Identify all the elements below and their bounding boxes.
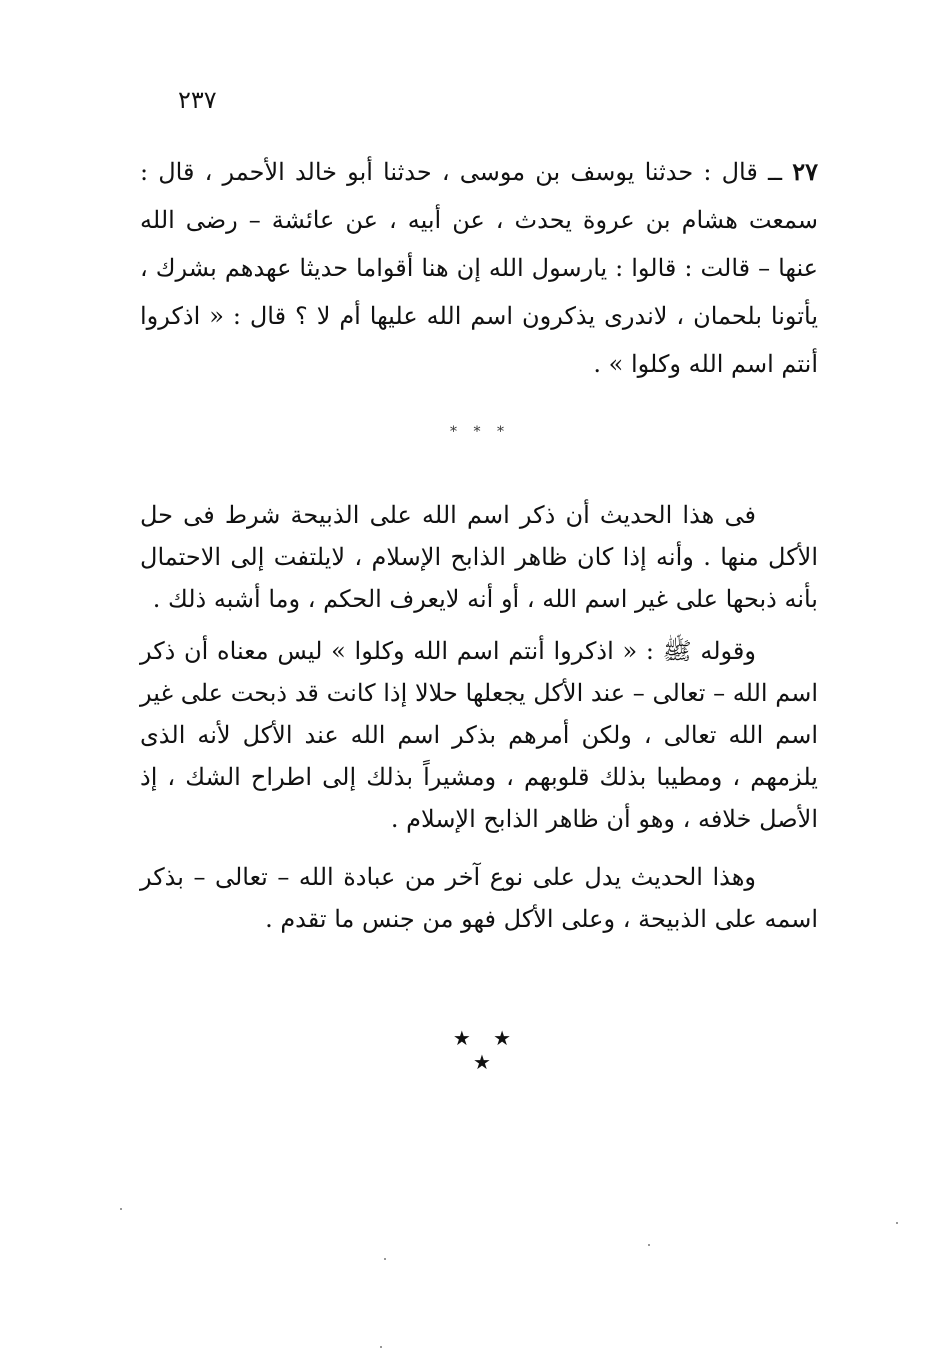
scan-speck (648, 1244, 650, 1246)
end-separator-stars: ★ ★ ★ (452, 1026, 520, 1074)
scan-speck (896, 1222, 898, 1224)
commentary-paragraph-3: وهذا الحديث يدل على نوع آخر من عبادة الله – تعالى – بذكر اسمه على الذبيحة ، وعلى الأكل فهو من جنس ما تقدم . (140, 863, 818, 933)
commentary-paragraph-2: وقوله ﷺ : « اذكروا أنتم اسم الله وكلوا » ليس معناه أن ذكر اسم الله – تعالى – عند الأكل يجعلها حلالا إذا كانت قد ذبحت على غير اسم الله تعالى ، ولكن أمرهم بذكر اسم الله عند الأكل لأنه الذى يلزمهم ، ومطيبا بذلك قلوبهم ، ومشيراً بذلك إلى اطراح الشك ، إذ الأصل خلافه ، وهو أن ظاهر الذابح الإسلام . (140, 637, 818, 833)
scan-speck (384, 1258, 386, 1260)
hadith-text: ــ قال : حدثنا يوسف بن موسى ، حدثنا أبو خالد الأحمر ، قال : سمعت هشام بن عروة يحدث ، عن أبيه ، عن عائشة – رضى الله عنها – قالت : قالوا : يارسول الله إن هنا أقواما حديثا عهدهم بشرك ، يأتونا بلحمان ، لاندرى يذكرون اسم الله عليها أم لا ؟ قال : « اذكروا أنتم اسم الله وكلوا » . (140, 158, 818, 378)
scan-speck (380, 1346, 382, 1348)
hadith-paragraph (140, 148, 818, 388)
commentary-paragraph-1: فى هذا الحديث أن ذكر اسم الله على الذبيحة شرط فى حل الأكل منها . وأنه إذا كان ظاهر الذابح الإسلام ، لايلتفت إلى الاحتمال بأنه ذبحها على غير اسم الله ، أو أنه لايعرف الحكم ، وما أشبه ذلك . (140, 501, 818, 613)
hadith-number: ٢٧ (792, 157, 818, 186)
scan-speck (120, 1208, 122, 1210)
page-number: ٢٣٧ (178, 86, 217, 114)
section-separator-asterisks: * * * (450, 424, 510, 440)
